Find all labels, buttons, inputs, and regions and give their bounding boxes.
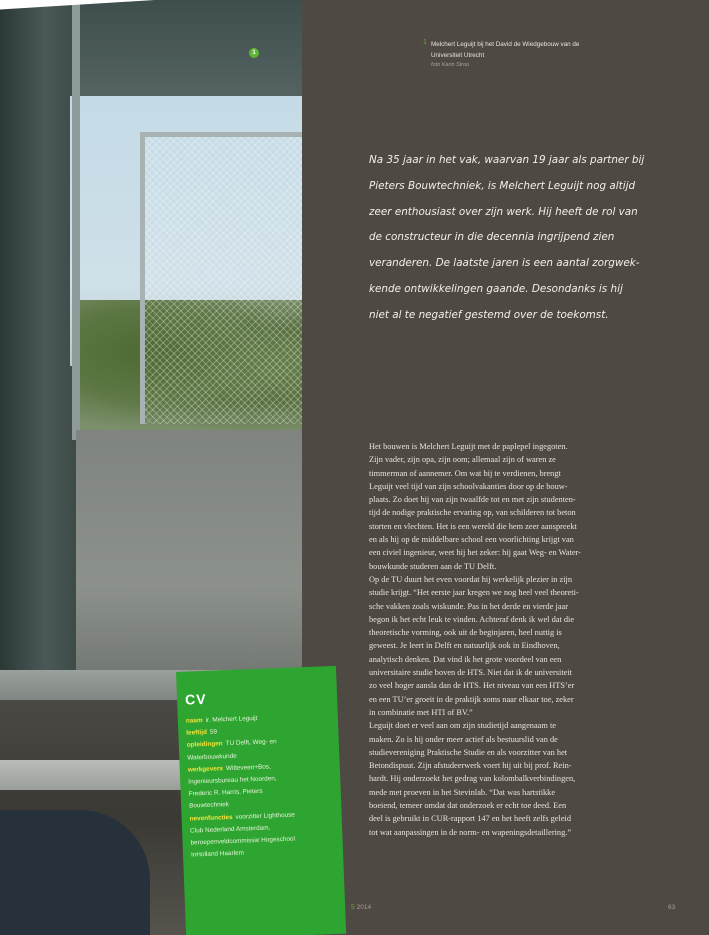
body-line: begon ik het echt leuk te vinden. Achteraf denk ik wel dat die (369, 614, 575, 624)
caption-line: Melchert Leguijt bij het David de Wiedgebouw van de (431, 41, 580, 48)
cv-key: nevenfuncties (189, 813, 233, 823)
intro-line: niet al te negatief gestemd over de toekomst. (369, 308, 609, 321)
cv-value: Waterbouwkunde (187, 752, 237, 762)
body-line: hardt. Hij onderzoekt het gedrag van kolombalkverbindingen, (369, 774, 576, 784)
cv-value: Club Nederland Amsterdam, (189, 824, 271, 835)
cv-value: Frederic R. Harris, Pieters (188, 787, 263, 798)
body-line: sche vakken zoals wiskunde. Pas in het derde en vierde jaar (369, 601, 569, 611)
cv-value: Witteveen+Bos, (225, 763, 271, 772)
cv-key: opleidingen (186, 740, 223, 750)
body-line: analytisch denken. Dat vind ik het grote voordeel van een (369, 654, 562, 664)
body-line: storten en vlechten. Het is een wereld die hem zeer aanspreekt (369, 521, 577, 531)
issue-number: 5 (351, 904, 355, 911)
cv-value: Ingenieursbureau het Noorden, (188, 775, 277, 786)
intro-line: zeer enthousiast over zijn werk. Hij heeft de rol van (369, 205, 638, 218)
body-line: deel is gebruikt in CUR-rapport 147 en het heeft zelfs geleid (369, 814, 572, 824)
caption-line: Universiteit Utrecht (431, 52, 485, 59)
intro-line: Pieters Bouwtechniek, is Melchert Leguijt nog altijd (369, 179, 636, 192)
cv-key: werkgevers (187, 765, 224, 774)
issue-year: 2014 (356, 904, 372, 911)
body-line: plaats. Zo doet hij van zijn twaalfde tot en met zijn studenten- (369, 495, 576, 505)
body-line: Leguijt veel tijd van zijn schoolvakanties door op de bouw- (369, 481, 568, 491)
cv-value: Bouwtechniek (189, 801, 230, 811)
cv-value: TU Delft, Weg- en (225, 738, 277, 748)
cv-value: InHolland Haarlem (190, 849, 245, 859)
body-line: Zijn vader, zijn opa, zijn oom; allemaal zijn of waren ze (369, 455, 556, 465)
intro-line: de constructeur in die decennia ingrijpend zien (369, 231, 615, 244)
cv-key: naam (185, 717, 203, 725)
cv-value: beroepenveldcommissie Hogeschool (190, 835, 296, 847)
body-line: Het bouwen is Melchert Leguijt met de paplepel ingegoten. (369, 442, 568, 451)
body-line: studie krijgt. “Het eerste jaar kregen we nog heel veel theoreti- (369, 588, 579, 598)
body-line: theoretische vorming, ook uit de beginjaren, heel nuttig is (369, 628, 562, 638)
body-line: timmerman of aannemer. Om wat bij te verdienen, brengt (369, 468, 561, 478)
article-body (369, 440, 649, 839)
caption-text (431, 39, 623, 61)
cv-value: 59 (209, 728, 218, 736)
body-line: Betondispuut. Zijn afstudeerwerk voert hij uit bij prof. Rein- (369, 761, 572, 771)
body-line: bouwkunde studeren aan de TU Delft. (369, 561, 497, 571)
body-line: maken. Zo is hij onder meer actief als bestuurslid van de (369, 734, 558, 744)
photo-credit: foto Karin Stroo (431, 62, 470, 68)
body-line: mede met proeven in het Stevinlab. “Dat was hartstikke (369, 787, 556, 797)
body-line: universitaire studie boven de HTS. Niet dat ik de universiteit (369, 668, 572, 678)
body-line: zo veel hoger aansla dan de HTS. Het niveau van een HTS’er (369, 681, 575, 691)
body-line: tot wat aanpassingen in de norm- en wapeningsdetaillering.” (369, 827, 572, 837)
body-line: en een TU’er groeit in de praktijk soms naar elkaar toe, zeker (369, 694, 574, 704)
cv-key: leeftijd (186, 729, 208, 737)
intro-line: Na 35 jaar in het vak, waarvan 19 jaar als partner bij (369, 154, 645, 166)
photo-marker: 1 (249, 48, 259, 58)
cv-title: CV (184, 690, 207, 708)
intro-line: veranderen. De laatste jaren is een aantal zorgwek- (369, 257, 640, 270)
page-number: 63 (668, 904, 676, 911)
body-line: en als hij op de middelbare school een voorlichting krijgt van (369, 535, 574, 545)
body-line: boeiend, temeer omdat dat onderzoek er echt toe deed. Een (369, 801, 567, 811)
issue-label (351, 904, 371, 911)
body-line: geweest. Je leert in Delft en natuurlijk ook in Eindhoven, (369, 641, 560, 651)
photo-caption (423, 39, 623, 68)
cv-value: ir. Melchert Leguijt (205, 714, 258, 724)
intro-line: kende ontwikkelingen gaande. Desondanks is hij (369, 282, 623, 295)
body-line: een civiel ingenieur, weet hij het zeker: hij gaat Weg- en Water- (369, 548, 581, 558)
intro-paragraph (369, 148, 645, 329)
cv-box (176, 666, 346, 935)
body-line: studievereniging Praktische Studie en als voorzitter van het (369, 747, 568, 757)
body-line: in combinatie met HTI of BV.” (369, 707, 473, 717)
body-line: tijd de nodige praktische ervaring op, van schilderen tot beton (369, 508, 576, 518)
cv-value: voorzitter Lighthouse (235, 811, 296, 821)
body-line: Leguijt doet er veel aan om zijn studietijd aangenaam te (369, 721, 556, 731)
body-line: Op de TU duurt het even voordat hij werkelijk plezier in zijn (369, 574, 573, 584)
caption-number: 1 (423, 39, 427, 46)
